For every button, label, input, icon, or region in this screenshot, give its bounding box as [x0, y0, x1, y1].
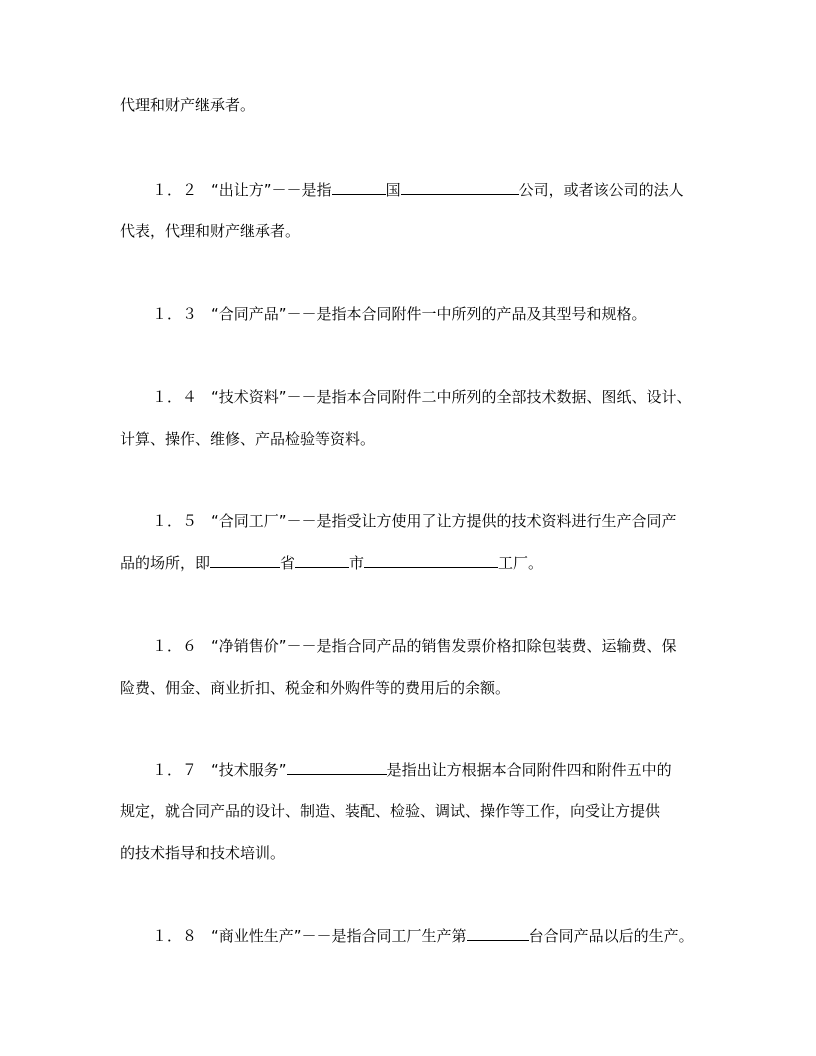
- text: “净销售价”－－是指合同产品的销售发票价格扣除包装费、运输费、保: [211, 637, 677, 655]
- blank-company[interactable]: [401, 179, 519, 195]
- clause-1-2-line-1: [152, 178, 684, 202]
- clause-1-5-line-1: [152, 509, 677, 533]
- clause-1-6-line-1: [152, 634, 677, 658]
- text: “合同工厂”－－是指受让方使用了让方提供的技术资料进行生产合同产: [211, 512, 677, 530]
- text: 工厂。: [498, 554, 544, 572]
- clause-1-7-line-1: [152, 758, 672, 782]
- text: 省: [280, 554, 296, 572]
- text: “商业性生产”－－是指合同工厂生产第: [211, 927, 467, 945]
- text: 国: [385, 181, 401, 199]
- text: 是指出让方根据本合同附件四和附件五中的: [386, 761, 672, 779]
- blank-province[interactable]: [210, 552, 280, 568]
- text: 计算、操作、维修、产品检验等资料。: [120, 430, 376, 448]
- text: “技术服务”: [211, 761, 287, 779]
- text: 市: [349, 554, 365, 572]
- blank-factory[interactable]: [364, 552, 498, 568]
- clause-number: １．７: [152, 761, 198, 779]
- text: “技术资料”－－是指本合同附件二中所列的全部技术数据、图纸、设计、: [211, 388, 692, 406]
- blank-country[interactable]: [332, 179, 386, 195]
- clause-number: １．４: [152, 388, 198, 406]
- clause-1-5-line-2: [120, 551, 543, 575]
- clause-1-4-line-1: [152, 385, 692, 409]
- text: 品的场所，即: [120, 554, 211, 572]
- clause-1-3-line-1: [152, 302, 647, 326]
- blank-quantity[interactable]: [467, 925, 529, 941]
- text: 规定，就合同产品的设计、制造、装配、检验、调试、操作等工作，向受让方提供: [120, 802, 661, 820]
- text: 代理和财产继承者。: [120, 96, 256, 114]
- clause-number: １．６: [152, 637, 198, 655]
- clause-1-7-line-2: [120, 799, 660, 823]
- text: 险费、佣金、商业折扣、税金和外购件等的费用后的余额。: [120, 679, 511, 697]
- clause-1-8-line-1: [152, 924, 694, 948]
- text: “出让方”－－是指: [211, 181, 332, 199]
- clause-1-4-line-2: [120, 427, 375, 451]
- text: “合同产品”－－是指本合同附件一中所列的产品及其型号和规格。: [211, 305, 647, 323]
- blank-city[interactable]: [295, 552, 349, 568]
- text: 代表，代理和财产继承者。: [120, 222, 301, 240]
- clause-number: １．２: [152, 181, 198, 199]
- text: 台合同产品以后的生产。: [528, 927, 694, 945]
- clause-1-2-line-2: [120, 219, 300, 243]
- clause-1-7-line-3: [120, 841, 285, 865]
- paragraph-line: [120, 93, 255, 117]
- clause-number: １．８: [152, 927, 198, 945]
- clause-1-6-line-2: [120, 676, 510, 700]
- text: 公司，或者该公司的法人: [518, 181, 684, 199]
- blank-service[interactable]: [287, 759, 387, 775]
- clause-number: １．５: [152, 512, 198, 530]
- text: 的技术指导和技术培训。: [120, 844, 286, 862]
- clause-number: １．３: [152, 305, 198, 323]
